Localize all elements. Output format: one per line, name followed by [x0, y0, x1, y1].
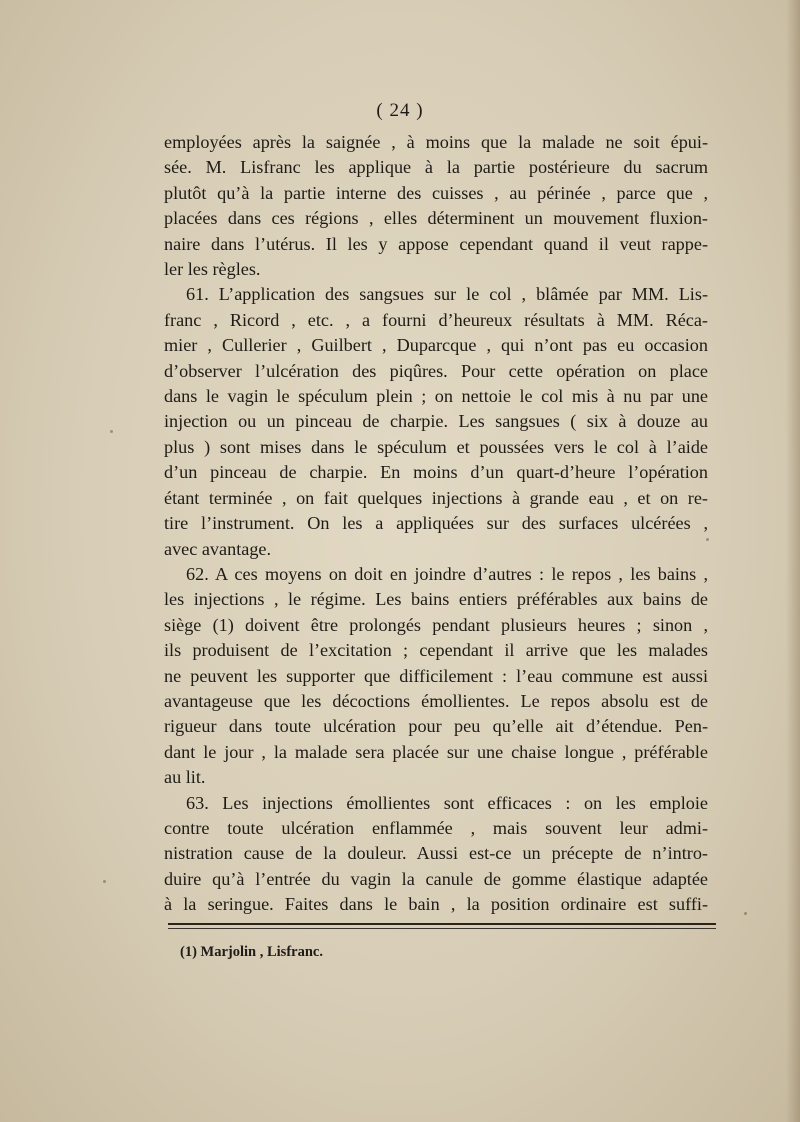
- text-line: siège (1) doivent être prolongés pendant plusieurs heures ; sinon ,: [164, 614, 708, 635]
- separator-rule-thin: [168, 928, 716, 929]
- text-line: avantageuse que les décoctions émollientes. Le repos absolu est de: [164, 690, 708, 711]
- paper-speck: [110, 430, 113, 433]
- paper-speck: [706, 538, 709, 541]
- footnote-separator: [168, 923, 716, 932]
- text-line: employées après la saignée , à moins que la malade ne soit épui-: [164, 132, 708, 152]
- page-number: ( 24 ): [376, 100, 424, 121]
- text-line: à la seringue. Faites dans le bain , la position ordinaire est suffi-: [164, 894, 708, 915]
- paragraph-61-start: 61. L’application des sangsues sur le col , blâmée par MM. Lis-: [186, 284, 708, 305]
- text-line: sée. M. Lisfranc les applique à la partie postérieure du sacrum: [164, 157, 708, 178]
- text-line: ils produisent de l’excitation ; cependant il arrive que les malades: [164, 640, 708, 661]
- text-line: nistration cause de la douleur. Aussi est-ce un précepte de n’intro-: [164, 843, 708, 864]
- text-line: contre toute ulcération enflammée , mais souvent leur admi-: [164, 817, 708, 838]
- text-line: plus ) sont mises dans le spéculum et poussées vers le col à l’aide: [164, 436, 708, 457]
- text-line: franc , Ricord , etc. , a fourni d’heureux résultats à MM. Réca-: [164, 309, 708, 330]
- text-line: placées dans ces régions , elles déterminent un mouvement fluxion-: [164, 208, 708, 229]
- text-line: au lit.: [164, 767, 206, 788]
- paper-speck: [744, 912, 747, 915]
- body-text: [164, 130, 708, 918]
- text-line: rigueur dans toute ulcération pour peu qu’elle ait d’étendue. Pen-: [164, 716, 708, 737]
- text-line: injection ou un pinceau de charpie. Les sangsues ( six à douze au: [164, 411, 708, 432]
- text-line: naire dans l’utérus. Il les y appose cependant quand il veut rappe-: [164, 233, 708, 254]
- text-line: ne peuvent les supporter que difficilement : l’eau commune est aussi: [164, 665, 708, 686]
- text-line: duire qu’à l’entrée du vagin la canule de gomme élastique adaptée: [164, 868, 708, 889]
- text-line: les injections , le régime. Les bains entiers préférables aux bains de: [164, 589, 708, 610]
- text-line: mier , Cullerier , Guilbert , Duparcque , qui n’ont pas eu occasion: [164, 335, 708, 356]
- text-line: d’observer l’ulcération des piqûres. Pour cette opération on place: [164, 360, 708, 381]
- text-line: dant le jour , la malade sera placée sur une chaise longue , préférable: [164, 741, 708, 762]
- text-line: d’un pinceau de charpie. En moins d’un quart-d’heure l’opération: [164, 462, 708, 483]
- paper-speck: [103, 880, 106, 883]
- text-line: tire l’instrument. On les a appliquées sur des surfaces ulcérées ,: [164, 513, 708, 534]
- text-line: ler les règles.: [164, 259, 261, 280]
- text-line: avec avantage.: [164, 538, 272, 559]
- separator-rule: [168, 923, 716, 925]
- paragraph-63-start: 63. Les injections émollientes sont efficaces : on les emploie: [186, 792, 708, 813]
- text-line: dans le vagin le spéculum plein ; on nettoie le col mis à nu par une: [164, 386, 708, 407]
- footnote: (1) Marjolin , Lisfranc.: [180, 944, 323, 960]
- paragraph-62-start: 62. A ces moyens on doit en joindre d’autres : le repos , les bains ,: [186, 563, 708, 584]
- text-line: plutôt qu’à la partie interne des cuisses , au périnée , parce que ,: [164, 182, 708, 203]
- text-line: étant terminée , on fait quelques injections à grande eau , et on re-: [164, 487, 708, 508]
